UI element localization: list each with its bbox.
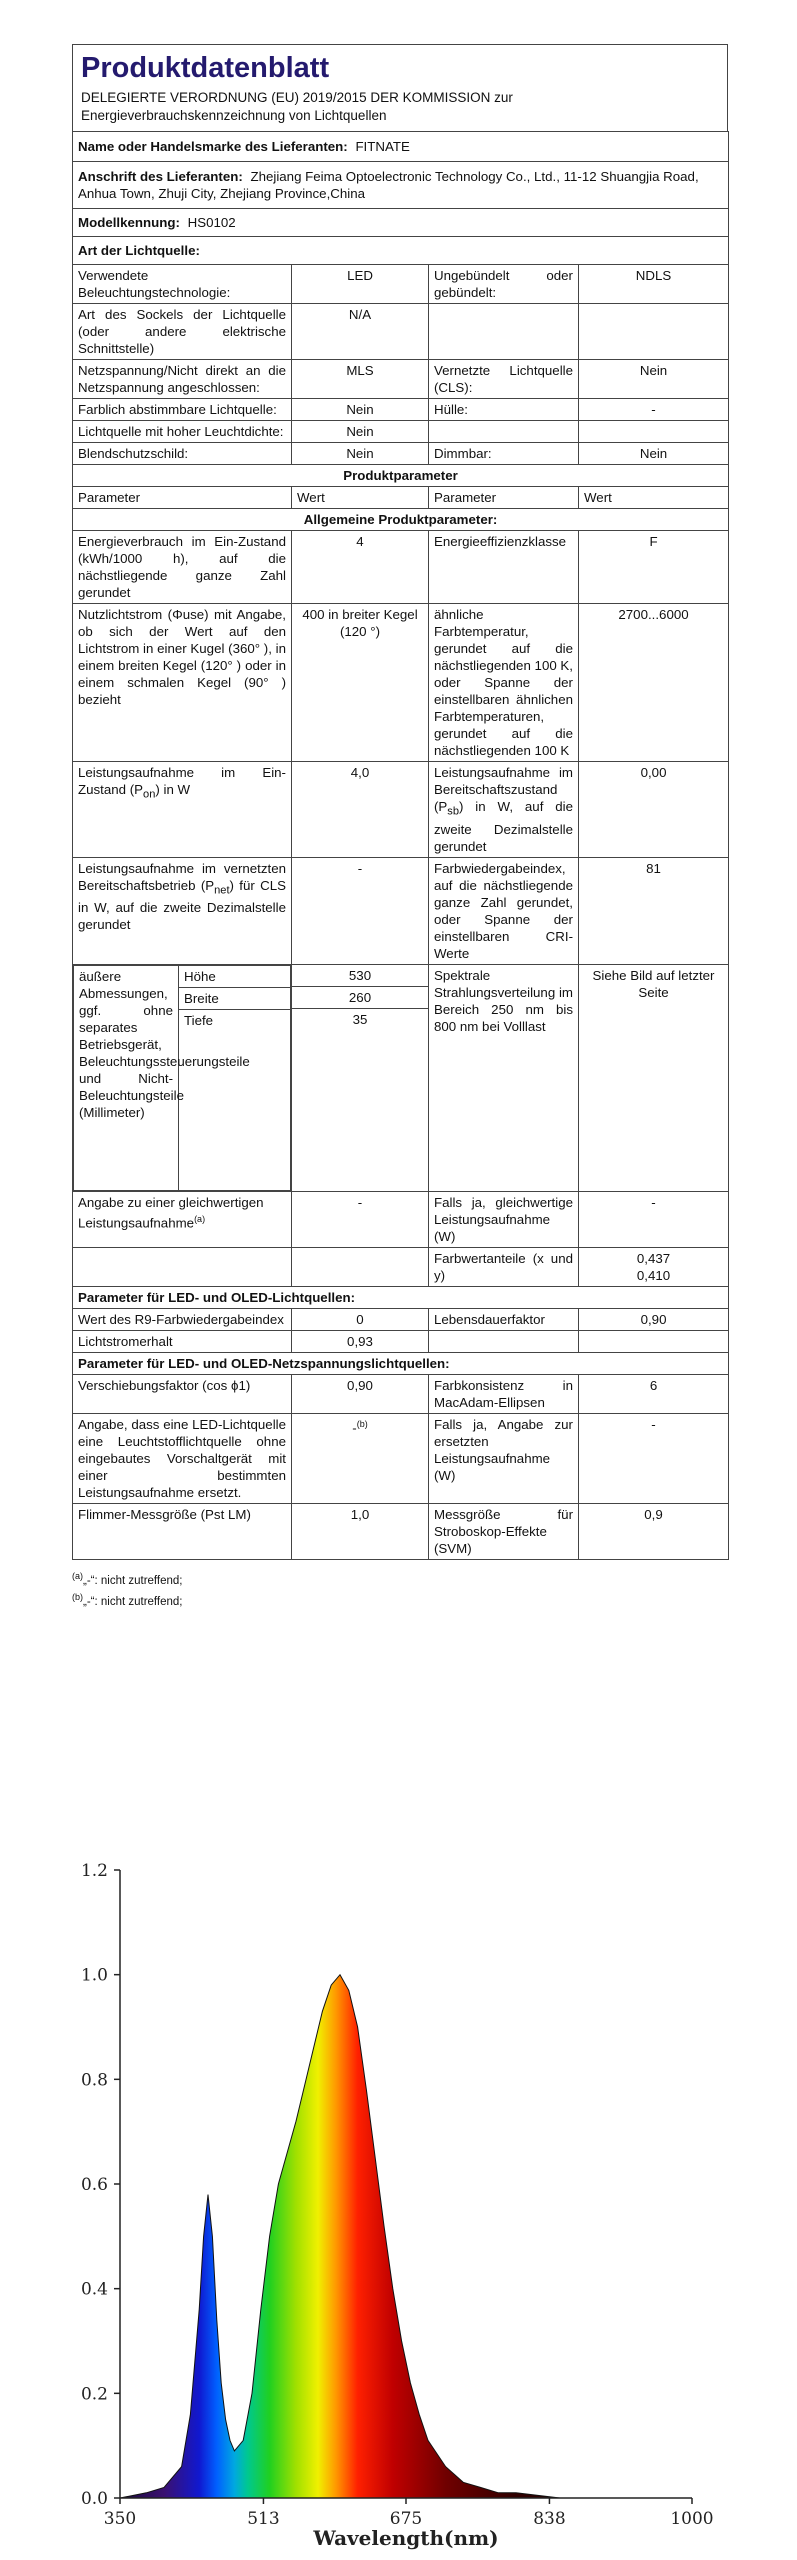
light-value: Nein [579,360,729,399]
light-param: Verwendete Beleuchtungstechnologie: [73,265,292,304]
chromaticity-x: 0,437 [636,1250,671,1266]
equivalent-power-value: - [292,1191,429,1247]
model-row [73,209,729,237]
light-source-heading: Art der Lichtquelle: [73,237,729,265]
y-tick-label: 1.0 [80,1965,108,1986]
footnote-b: $^{(b)}$„-“: nicht zutreffend; [72,1592,183,1609]
light-param [429,421,579,443]
light-value: Nein [579,443,729,465]
light-source-heading-row [73,237,729,265]
stroboscopic-label: Messgröße für Stroboskop-Effekte (SVM) [429,1503,579,1559]
equivalent-power-claim-label: Falls ja, gleichwertige Leistungsaufnahme (W) [429,1191,579,1247]
height-label: Höhe [179,965,291,987]
width-label: Breite [179,987,291,1009]
light-value: MLS [292,360,429,399]
chromaticity-y: 0,410 [636,1267,671,1283]
light-value [579,304,729,360]
spectrum-area [120,1975,692,2498]
plot-area [120,1975,692,2498]
light-source-row [73,304,729,360]
y-tick-label: 0.0 [80,2489,108,2509]
param-row [73,604,729,762]
light-value [579,421,729,443]
param-row [73,1247,729,1286]
mains-params-heading-row [73,1352,729,1374]
y-tick-label: 0.2 [80,2384,108,2405]
y-tick-label: 0.6 [80,2175,108,2195]
r9-label: Wert des R9-Farbwiedergabeindex [73,1308,292,1330]
light-param: Vernetzte Lichtquelle (CLS): [429,360,579,399]
light-param: Farblich abstimmbare Lichtquelle: [73,399,292,421]
param-row [73,857,729,964]
supplier-address-row [73,162,729,209]
dimensions-values [292,964,429,1191]
energy-consumption-label: Energieverbrauch im Ein-Zustand (kWh/1000 h), auf die nächstliegende ganze Zahl gerundet [73,531,292,604]
macadam-label: Farbkonsistenz in MacAdam-Ellipsen [429,1374,579,1413]
luminous-flux-label: Nutzlichtstrom (Φuse) mit Angabe, ob sich der Wert auf den Lichtstrom in einer Kugel (360° ), in einem breiten Kegel (120° ) oder in einem schmalen Kegel (90° ) bezieht [73,604,292,762]
supplier-name-label: Name oder Handelsmarke des Lieferanten: [78,139,348,154]
width-value: 260 [292,987,428,1009]
y-tick-label: 0.8 [80,2070,108,2091]
light-param: Dimmbar: [429,443,579,465]
chromaticity-value [579,1247,729,1286]
product-params-heading: Produktparameter [73,465,729,487]
param-row [73,1191,729,1247]
net-standby-label: Leistungsaufnahme im vernetzten Bereitschaftsbetrieb $(P_{net})$ für CLS in W, auf die zweite Dezimalstelle gerundet [73,857,292,964]
replaced-power-value: - [579,1413,729,1503]
light-value: Nein [292,443,429,465]
dimensions-cell [73,964,292,1191]
model-label: Modellkennung: [78,215,180,230]
light-param: Netzspannung/Nicht direkt an die Netzspannung angeschlossen: [73,360,292,399]
replaced-power-label: Falls ja, Angabe zur ersetzten Leistungsaufnahme (W) [429,1413,579,1503]
efficiency-class-value: F [579,531,729,604]
x-tick-label: 513 [247,2509,280,2529]
col-value-header: Wert [292,487,429,509]
col-param-header: Parameter [73,487,292,509]
supplier-address-label: Anschrift des Lieferanten: [78,169,243,184]
page-title: Produktdatenblatt [81,52,330,84]
model-value: HS0102 [187,215,236,230]
flicker-label: Flimmer-Messgröße (Pst LM) [73,1503,292,1559]
led-params-heading: Parameter für LED- und OLED-Lichtquellen: [73,1286,729,1308]
on-power-label: Leistungsaufnahme im Ein-Zustand $(P_{on})$ in W [73,762,292,858]
depth-value: 35 [352,1011,368,1027]
param-row [73,1330,729,1352]
light-value: Nein [292,421,429,443]
spectral-value: Siehe Bild auf letzter Seite [579,964,729,1191]
light-value: NDLS [579,265,729,304]
lumen-maintenance-value: 0,93 [292,1330,429,1352]
x-tick-label: 350 [103,2509,137,2529]
col-param-header: Parameter [429,487,579,509]
regulation-line-2: Energieverbrauchskennzeichnung von Lichtquellen [81,108,387,123]
equivalent-power-claim-value: - [579,1191,729,1247]
led-params-heading-row [73,1286,729,1308]
param-row [73,762,729,858]
r9-value: 0 [292,1308,429,1330]
param-row [73,1374,729,1413]
product-data-sheet [72,44,728,1611]
light-value: N/A [292,304,429,360]
x-tick-label: 675 [389,2509,423,2529]
light-source-row [73,399,729,421]
param-row [73,531,729,604]
light-source-row [73,360,729,399]
x-axis-label: Wavelength(nm) [313,2526,499,2550]
light-param: Blendschutzschild: [73,443,292,465]
fluorescent-claim-label: Angabe, dass eine LED-Lichtquelle eine Leuchtstofflichtquelle ohne eingebautes Vorschaltgerät mit einer bestimmten Leistungsaufnahme ersetzt. [73,1413,292,1503]
light-param: Lichtquelle mit hoher Leuchtdichte: [73,421,292,443]
fluorescent-claim-value: -$^{(b)}$ [292,1413,429,1503]
light-param: Hülle: [429,399,579,421]
cct-value: 2700...6000 [579,604,729,762]
supplier-name-row [73,132,729,162]
cct-label: ähnliche Farbtemperatur, gerundet auf die nächstliegenden 100 K, oder Spanne der einstellbaren ähnlichen Farbtemperaturen, gerundet auf die nächstliegenden 100 K [429,604,579,762]
depth-label: Tiefe [179,1009,291,1190]
column-header-row [73,487,729,509]
luminous-flux-value: 400 in breiter Kegel (120 °) [292,604,429,762]
param-row [73,1308,729,1330]
param-row [73,1503,729,1559]
efficiency-class-label: Energieeffizienzklasse [429,531,579,604]
cri-value: 81 [579,857,729,964]
mains-params-heading: Parameter für LED- und OLED-Netzspannungslichtquellen: [73,1352,729,1374]
macadam-value: 6 [579,1374,729,1413]
supplier-name-value: FITNATE [355,139,410,154]
y-tick-label: 0.4 [80,2279,108,2300]
lifetime-label: Lebensdauerfaktor [429,1308,579,1330]
light-source-row [73,421,729,443]
cri-label: Farbwiedergabeindex, auf die nächstliegende ganze Zahl gerundet, oder Spanne der einstellbaren CRI-Werte [429,857,579,964]
x-tick-label: 1000 [670,2509,714,2529]
standby-power-value: 0,00 [579,762,729,858]
displacement-label: Verschiebungsfaktor (cos ϕ1) [73,1374,292,1413]
light-param [429,304,579,360]
product-params-heading-row [73,465,729,487]
header [72,44,728,131]
light-source-row [73,443,729,465]
y-tick-label: 1.2 [80,1861,108,1881]
regulation-line-1: DELEGIERTE VERORDNUNG (EU) 2019/2015 DER KOMMISSION zur [81,90,513,105]
param-row [73,964,729,1191]
param-row [73,1413,729,1503]
displacement-value: 0,90 [292,1374,429,1413]
light-source-row [73,265,729,304]
standby-power-label: Leistungsaufnahme im Bereitschaftszustand $(P_{sb})$ in W, auf die zweite Dezimalstelle gerundet [429,762,579,858]
flicker-value: 1,0 [292,1503,429,1559]
stroboscopic-value: 0,9 [579,1503,729,1559]
lumen-maintenance-label: Lichtstromerhalt [73,1330,292,1352]
footnotes [72,1568,728,1612]
lifetime-value: 0,90 [579,1308,729,1330]
general-params-heading: Allgemeine Produktparameter: [73,509,729,531]
data-table [72,131,729,1560]
height-value: 530 [292,965,428,987]
footnote-a: $^{(a)}$„-“: nicht zutreffend; [72,1570,183,1587]
dimensions-label: äußere Abmessungen, ggf. ohne separates Betriebsgerät, Beleuchtungssteuerungsteile und Nicht-Beleuchtungsteile (Millimeter) [74,965,179,1190]
net-standby-value: - [292,857,429,964]
light-param: Ungebündelt oder gebündelt: [429,265,579,304]
on-power-value: 4,0 [292,762,429,858]
chromaticity-label: Farbwertanteile (x und y) [429,1247,579,1286]
x-tick-label: 838 [533,2509,566,2529]
light-param: Art des Sockels der Lichtquelle (oder andere elektrische Schnittstelle) [73,304,292,360]
supplier-address-value: Zhejiang Feima Optoelectronic Technology Co., Ltd., 11-12 Shuangjia Road, Anhua Town, Zhuji City, Zhejiang Province,China [78,169,699,201]
light-value: - [579,399,729,421]
light-value: LED [292,265,429,304]
spectrum-chart [70,1860,730,2560]
energy-consumption-value: 4 [292,531,429,604]
general-params-heading-row [73,509,729,531]
col-value-header: Wert [579,487,729,509]
equivalent-power-label: Angabe zu einer gleichwertigen Leistungsaufnahme$^{(a)}$ [73,1191,292,1247]
spectral-label: Spektrale Strahlungsverteilung im Bereich 250 nm bis 800 nm bei Volllast [429,964,579,1191]
light-value: Nein [292,399,429,421]
